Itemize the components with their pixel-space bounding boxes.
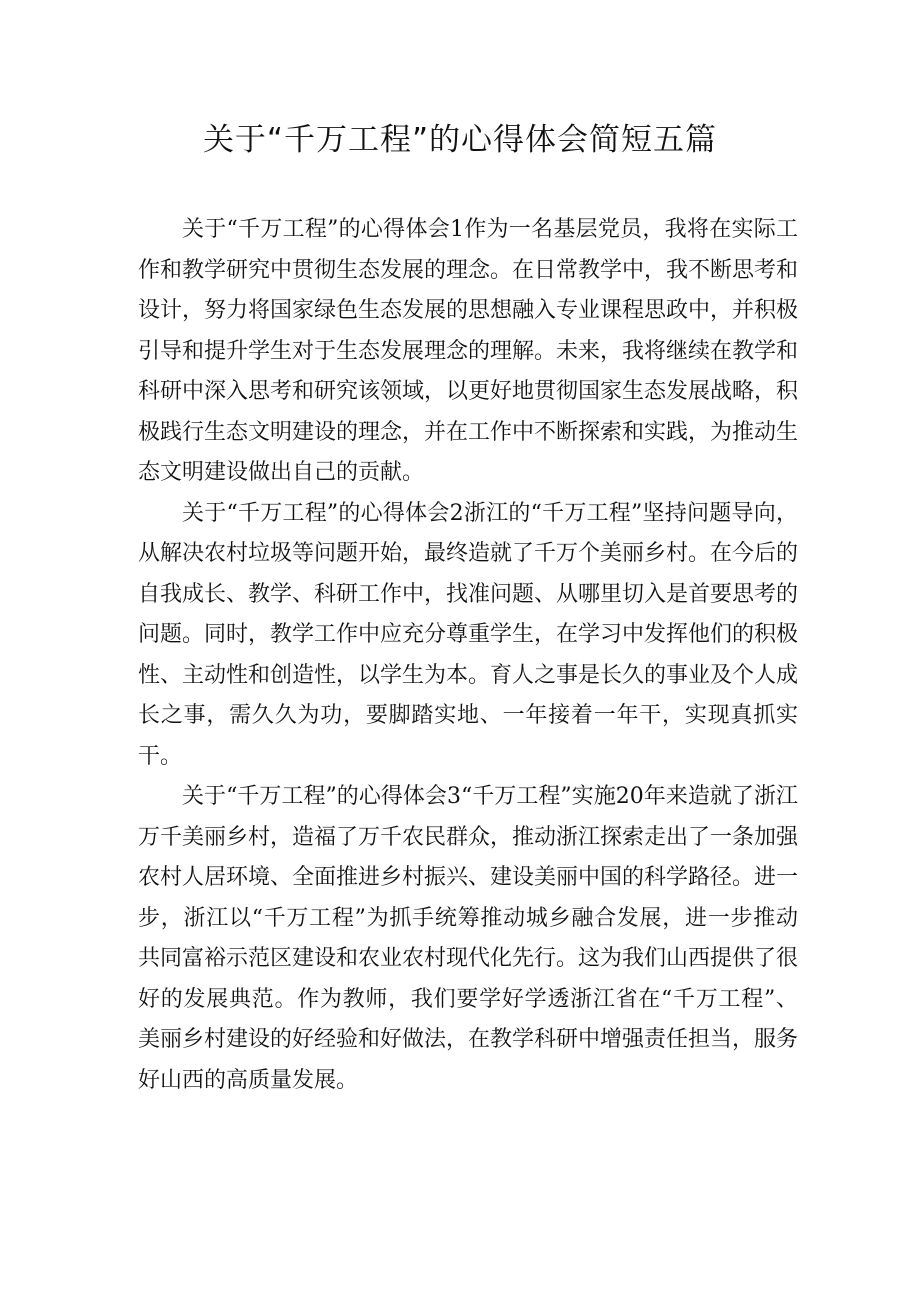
document-title: 关于“千万工程”的心得体会简短五篇: [202, 122, 718, 158]
paragraph-2: 关于“千万工程”的心得体会2浙江的“千万工程”坚持问题导向，从解决农村垃圾等问题开始，最终造就了千万个美丽乡村。在今后的自我成长、教学、科研工作中，找准问题、从哪里切入是首要思考的问题。同时，教学工作中应充分尊重学生，在学习中发挥他们的积极性、主动性和创造性，以学生为本。育人之事是长久的事业及个人成长之事，需久久为功，要脚踏实地、一年接着一年干，实现真抓实干。: [138, 500, 799, 769]
document-body: [138, 210, 798, 1101]
paragraph-1: 关于“千万工程”的心得体会1作为一名基层党员，我将在实际工作和教学研究中贯彻生态发展的理念。在日常教学中，我不断思考和设计，努力将国家绿色生态发展的思想融入专业课程思政中，并积极引导和提升学生对于生态发展理念的理解。未来，我将继续在教学和科研中深入思考和研究该领域，以更好地贯彻国家生态发展战略，积极践行生态文明建设的理念，并在工作中不断探索和实践，为推动生态文明建设做出自己的贡献。: [138, 217, 799, 485]
paragraph-3: 关于“千万工程”的心得体会3“千万工程”实施20年来造就了浙江万千美丽乡村，造福了万千农民群众，推动浙江探索走出了一条加强农村人居环境、全面推进乡村振兴、建设美丽中国的科学路径。进一步，浙江以“千万工程”为抓手统筹推动城乡融合发展，进一步推动共同富裕示范区建设和农业农村现代化先行。这为我们山西提供了很好的发展典范。作为教师，我们要学好学透浙江省在“千万工程”、美丽乡村建设的好经验和好做法，在教学科研中增强责任担当，服务好山西的高质量发展。: [138, 784, 799, 1093]
